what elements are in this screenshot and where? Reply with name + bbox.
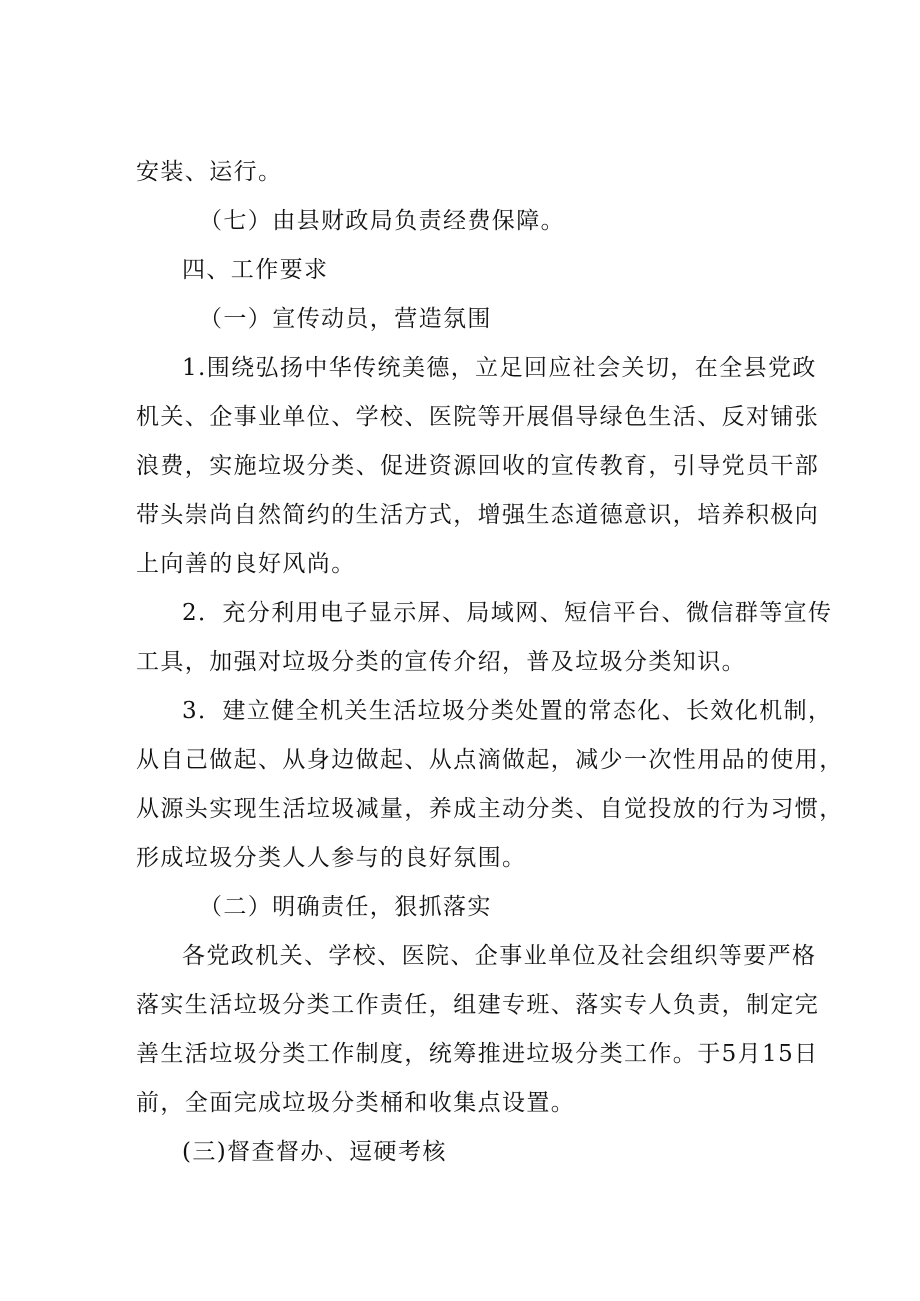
subsection-heading: （二）明确责任，狠抓落实: [199, 894, 492, 920]
paragraph-line: 浪费，实施垃圾分类、促进资源回收的宣传教育，引导党员干部: [136, 453, 820, 479]
subsection-heading: （七）由县财政局负责经费保障。: [199, 208, 565, 234]
paragraph-line: 善生活垃圾分类工作制度，统筹推进垃圾分类工作。于5月15日: [136, 1041, 819, 1067]
subsection-heading: (三)督查督办、逗硬考核: [182, 1139, 447, 1165]
paragraph-line: 3．建立健全机关生活垃圾分类处置的常态化、长效化机制，: [182, 698, 833, 724]
section-heading: 四、工作要求: [182, 257, 329, 283]
paragraph-line: 工具，加强对垃圾分类的宣传介绍，普及垃圾分类知识。: [136, 649, 746, 675]
paragraph-line: 上向善的良好风尚。: [136, 551, 356, 577]
paragraph-line: 前，全面完成垃圾分类桶和收集点设置。: [136, 1090, 576, 1116]
paragraph-line: 带头崇尚自然简约的生活方式，增强生态道德意识，培养积极向: [136, 502, 820, 528]
paragraph-line: 各党政机关、学校、医院、企事业单位及社会组织等要严格: [182, 943, 817, 969]
subsection-heading: （一）宣传动员，营造氛围: [199, 306, 492, 332]
paragraph-line: 落实生活垃圾分类工作责任，组建专班、落实专人负责，制定完: [136, 992, 820, 1018]
paragraph-line: 机关、企事业单位、学校、医院等开展倡导绿色生活、反对铺张: [136, 404, 820, 430]
paragraph-line: 从自己做起、从身边做起、从点滴做起，减少一次性用品的使用，: [136, 747, 844, 773]
paragraph-line: 形成垃圾分类人人参与的良好氛围。: [136, 845, 527, 871]
text-line: 安装、运行。: [136, 159, 283, 185]
paragraph-line: 2．充分利用电子显示屏、局域网、短信平台、微信群等宣传: [182, 600, 833, 626]
paragraph-line: 从源头实现生活垃圾减量，养成主动分类、自觉投放的行为习惯，: [136, 796, 844, 822]
paragraph-line: 1.围绕弘扬中华传统美德，立足回应社会关切，在全县党政: [182, 355, 817, 381]
